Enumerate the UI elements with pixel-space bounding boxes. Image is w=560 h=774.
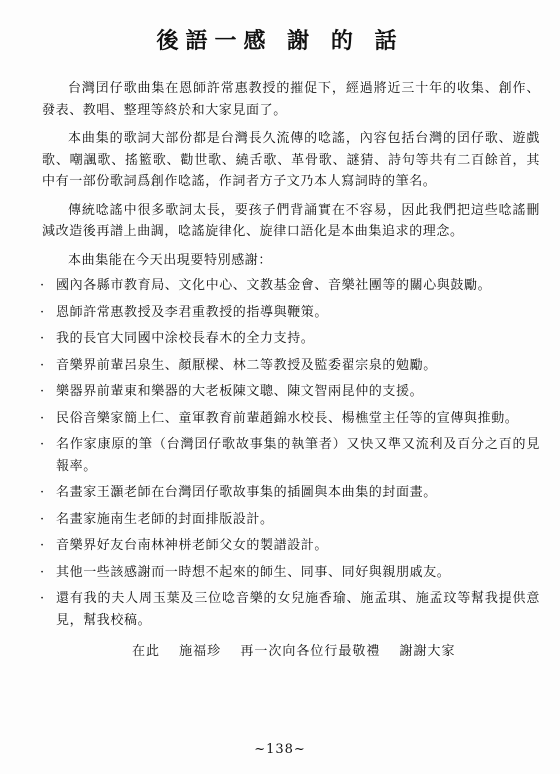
list-item-text: 我的長官大同國中涂校長春木的全力支持。 xyxy=(56,331,315,346)
list-item-text: 樂器界前輩東和樂器的大老板陳文聰、陳文智兩昆仲的支援。 xyxy=(56,384,424,399)
list-item xyxy=(42,588,540,631)
list-item xyxy=(42,275,540,297)
bullet-icon: · xyxy=(40,357,45,373)
paragraph-1: 台灣囝仔歌曲集在恩師許常惠教授的摧促下，經過將近三十年的收集、創作、發表、教唱、整理等終於和大家見面了。 xyxy=(42,81,540,118)
list-item-text: 恩師許常惠教授及李君重教授的指導與鞭策。 xyxy=(56,304,329,320)
thanks-list xyxy=(42,275,540,631)
bullet-icon: · xyxy=(40,485,45,500)
list-item-text: 名畫家施南生老師的封面排版設計。 xyxy=(56,511,274,527)
closing-thanks: 謝謝大家 xyxy=(399,644,456,659)
list-item xyxy=(42,535,540,557)
page-title: 後語一感 謝 的 話 xyxy=(156,28,404,54)
bullet-icon: · xyxy=(40,511,45,527)
list-item xyxy=(42,562,540,584)
paragraph-2: 本曲集的歌詞大部份都是台灣長久流傳的唸謠，內容包括台灣的囝仔歌、遊戲歌、嘲諷歌、搖籃歌、勸世歌、繞舌歌、革骨歌、謎猜、詩句等共有二百餘首，其中有一部份歌詞爲創作唸謠，作詞者方子文乃本人寫詞時的筆名。 xyxy=(42,131,540,189)
list-item-text: 還有我的夫人周玉葉及三位唸音樂的女兒施香瑜、施孟琪、施孟玟等幫我提供意見，幫我校稿。 xyxy=(56,591,540,628)
list-item-text: 民俗音樂家簡上仁、童軍教育前輩趙錦水校長、楊樵堂主任等的宣傳與推動。 xyxy=(56,410,519,426)
bullet-icon: · xyxy=(40,437,45,452)
bullet-icon: · xyxy=(40,304,45,320)
list-item-text: 音樂界前輩呂泉生、顏厭樑、林二等教授及監委翟宗泉的勉勵。 xyxy=(56,357,437,373)
paragraph-3: 傳統唸謠中很多歌詞太長，要孩子們背誦實在不容易，因此我們把這些唸謠刪減改造後再譜上曲調，唸謠旋律化、旋律口語化是本曲集追求的理念。 xyxy=(42,202,540,239)
closing-message: 再一次向各位行最敬禮 xyxy=(240,644,381,659)
bullet-icon: · xyxy=(40,331,45,346)
closing-line xyxy=(42,641,540,663)
bullet-icon: · xyxy=(40,538,45,553)
list-item xyxy=(42,509,540,531)
list-item-text: 名作家康原的筆（台灣囝仔歌故事集的執筆者）又快又準又流利及百分之百的見報率。 xyxy=(56,437,540,474)
list-item-text: 名畫家王灝老師在台灣囝仔歌故事集的插圖與本曲集的封面畫。 xyxy=(56,485,437,500)
list-item xyxy=(42,434,540,477)
list-item-text: 音樂界好友台南林神栟老師父女的製譜設計。 xyxy=(56,538,329,553)
page-number: ~138~ xyxy=(254,742,306,757)
list-item xyxy=(42,381,540,403)
list-item-text: 其他一些該感謝而一時想不起來的師生、同事、同好與親朋戚友。 xyxy=(56,564,451,580)
thanks-intro: 本曲集能在今天出現要特別感謝： xyxy=(68,252,273,268)
list-item xyxy=(42,328,540,350)
bullet-icon: · xyxy=(40,564,45,580)
list-item xyxy=(42,482,540,504)
bullet-icon: · xyxy=(40,278,45,293)
bullet-icon: · xyxy=(40,384,45,399)
list-item xyxy=(42,408,540,430)
closing-place: 在此 xyxy=(132,644,161,659)
closing-author: 施福珍 xyxy=(179,644,222,659)
list-item xyxy=(42,355,540,377)
list-item xyxy=(42,302,540,324)
bullet-icon: · xyxy=(40,410,45,426)
document-body xyxy=(42,78,540,663)
list-item-text: 國內各縣市教育局、文化中心、文教基金會、音樂社團等的關心與鼓勵。 xyxy=(56,278,492,293)
bullet-icon: · xyxy=(40,591,45,606)
